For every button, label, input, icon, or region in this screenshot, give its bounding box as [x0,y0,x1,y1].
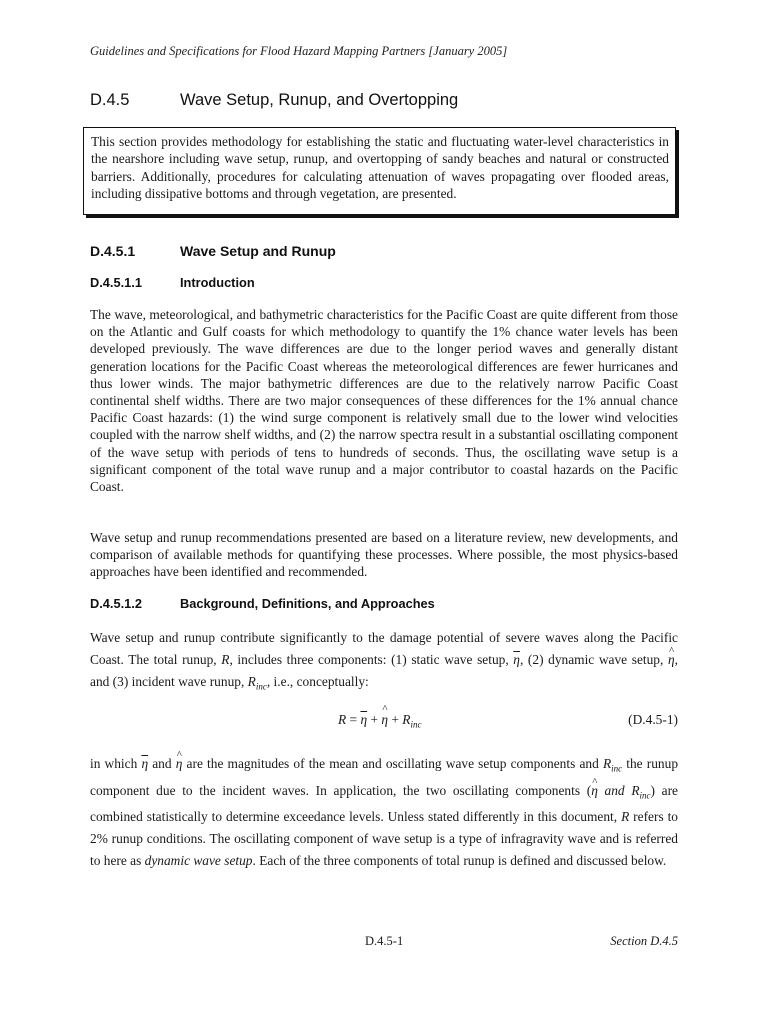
subsection-heading [90,243,336,259]
bg-p2-R-inc-sub-2: inc [639,790,651,801]
section-title: Wave Setup, Runup, and Overtopping [180,91,459,109]
symbol-R-inc-base: R [247,674,256,689]
symbol-R-inc [247,674,267,692]
eq-R: R [338,712,347,727]
bg-p1-text-d: , and (3) incident wave runup, [90,652,678,689]
bg-p2-R-inc [602,756,623,774]
symbol-eta-bar: $\overline{\eta}$ [513,652,520,667]
bg-p1-text-a: Wave setup and runup contribute significantly to the damage potential of severe waves along the Pacific Coast. The total runup, [90,630,678,667]
bg-p2-eta-bar: $\overline{\eta}$ [141,756,149,771]
section-number: D.4.5 [90,91,130,109]
eq-R-inc-sub: inc [410,719,422,730]
symbol-R-inc-sub: inc [255,681,267,692]
introduction-paragraph-1: The wave, meteorological, and bathymetric characteristics for the Pacific Coast are quite different from those on the Atlantic and Gulf coasts for which methodology to quantify the 1% chance water levels has been developed previously. The wave differences are due to the longer period waves and generally distant generation locations for the Pacific Coast whereas the meteorological differences are fewer hurricanes and thus lower winds. The major bathymetric differences are due to the relatively narrow Pacific Coast continental shelf widths. There are two major consequences of these differences for the 1% annual chance Pacific Coast hazards: (1) the wind surge component is relatively small due to the lower wind velocities coupled with the narrow shelf widths, and (2) the narrow spectra result in a substantial oscillating component of the wave setup with periods of tens to hundreds of seconds. Thus, the oscillating wave setup is a significant component of the total wave runup and a major contributor to coastal hazards on the Pacific Coast. [90,307,678,495]
bg-p2-text-e: refers to 2% runup conditions. The oscillating component of wave setup is a type of infragravity wave and is referred to here as [90,809,679,869]
bg-p2-eta-hat: ^ η [176,753,183,775]
equation-label: (D.4.5-1) [628,712,678,727]
running-header: Guidelines and Specifications for Flood Hazard Mapping Partners [January 2005] [90,44,508,58]
symbol-eta-hat: ^ η [668,649,675,671]
bg-p2-text-a: in which [90,756,142,771]
bg-p1-text-e: , i.e., conceptually: [266,674,369,689]
bg-p2-eta-hat-2: ^ η [591,780,598,802]
bg-p2-text-f: . Each of the three components of total runup is defined and discussed below. [252,853,667,869]
symbol-R: R [221,652,230,667]
subsection-title: Wave Setup and Runup [180,243,336,259]
bg-p2-R-inc-base: R [602,756,612,771]
bg-p1-text-c: , (2) dynamic wave setup, [519,652,668,667]
eq-plus-1: + [367,712,382,727]
bg-p1-text-b: , includes three components: (1) static wave setup, [229,652,514,667]
background-title: Background, Definitions, and Approaches [180,596,435,611]
bg-p2-and-R: and R [597,782,640,798]
introduction-number: D.4.5.1.1 [90,275,142,290]
eq-plus-2: + [388,712,403,727]
introduction-title: Introduction [180,275,255,290]
bg-p2-and: and [148,756,176,771]
bg-p2-R: R [621,809,630,825]
bg-p2-text-c: the runup component due to the incident waves. In application, the two oscillating components ( [90,756,679,798]
footer-page-number: D.4.5-1 [365,934,404,948]
background-paragraph-1 [90,627,678,698]
bg-p2-R-inc-sub: inc [611,763,623,774]
background-paragraph-2 [90,753,678,872]
introduction-heading [90,275,255,290]
abstract-text: This section provides methodology for establishing the static and fluctuating water-level characteristics in the nearshore including wave setup, runup, and overtopping of sandy beaches and natural or constructed barriers. Additionally, procedures for calculating attenuation of waves propagating over flooded areas, including dissipative bottoms and through vegetation, are presented. [91,134,669,201]
equation-D-4-5-1 [90,712,678,732]
subsection-number: D.4.5.1 [90,243,136,259]
section-heading [90,91,458,110]
eq-R-inc: R [402,712,411,727]
background-number: D.4.5.1.2 [90,596,142,611]
equation-expression [338,712,421,730]
bg-p2-text-d: ) are combined statistically to determine exceedance levels. Unless stated differently in this document, [90,782,678,825]
eq-eta-hat: ^ η [381,712,388,728]
bg-p2-text-b: are the magnitudes of the mean and oscillating wave setup components and [182,756,603,771]
eq-equals: = [346,712,361,727]
bg-p2-dynamic-wave-setup: dynamic wave setup [144,853,253,869]
abstract-box [83,127,676,215]
footer-section: Section D.4.5 [610,934,678,948]
eq-eta-bar: $\overline{\eta}$ [360,712,368,727]
introduction-paragraph-2: Wave setup and runup recommendations presented are based on a literature review, new developments, and comparison of available methods for quantifying these processes. Where possible, the most physics-based approaches have been identified and recommended. [90,530,678,580]
background-heading [90,596,435,611]
